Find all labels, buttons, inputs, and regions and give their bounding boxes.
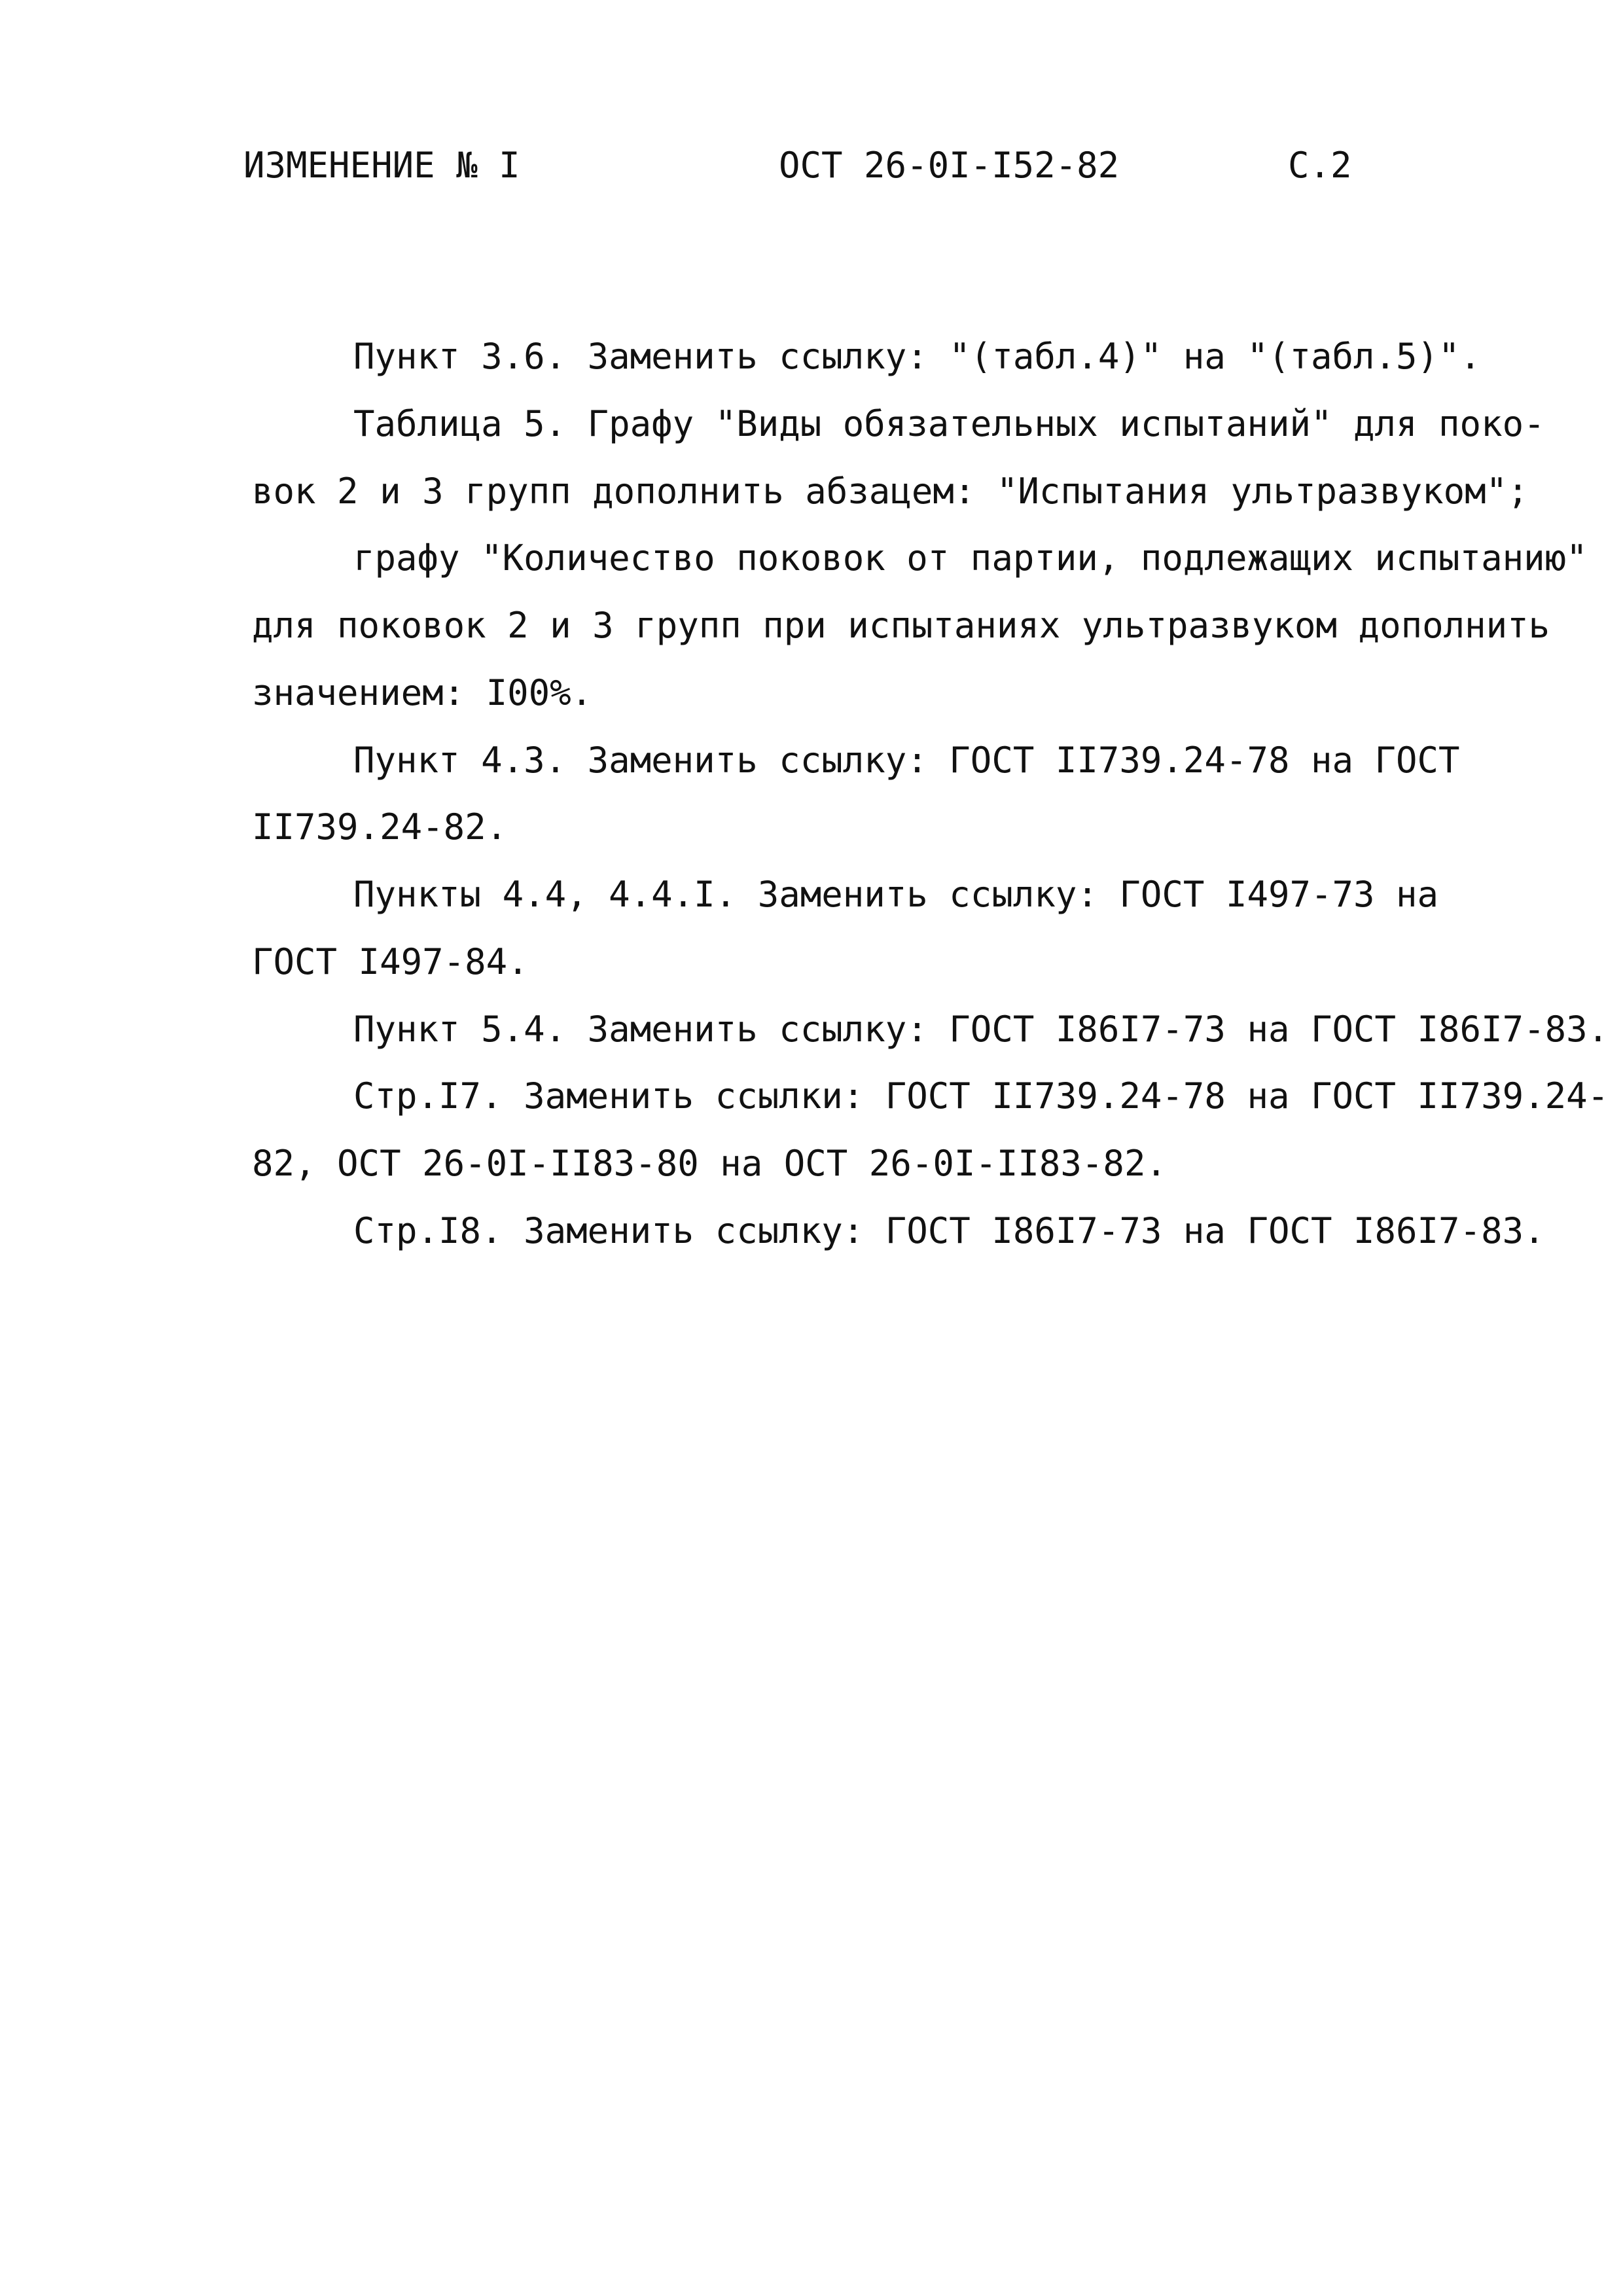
paragraph-punkt-4-3-line-1: Пункт 4.3. Заменить ссылку: ГОСТ II739.24-78 на ГОСТ <box>353 740 1460 781</box>
paragraph-grafu-line-1: графу "Количество поковок от партии, подлежащих испытанию" <box>353 537 1588 579</box>
paragraph-str-17-line-1: Стр.I7. Заменить ссылки: ГОСТ II739.24-78 на ГОСТ II739.24- <box>353 1075 1609 1117</box>
paragraph-table-5-line-1: Таблица 5. Графу "Виды обязательных испытаний" для поко- <box>353 403 1545 444</box>
paragraph-punkt-4-3-line-2: II739.24-82. <box>252 806 508 848</box>
standard-number: ОСТ 26-0I-I52-82 <box>779 145 1120 186</box>
page-number: С.2 <box>1288 145 1352 186</box>
change-number: ИЗМЕНЕНИЕ № I <box>243 145 520 186</box>
paragraph-grafu-line-3: значением: I00%. <box>252 672 593 713</box>
paragraph-table-5-line-2: вок 2 и 3 групп дополнить абзацем: "Испытания ультразвуком"; <box>252 471 1529 512</box>
paragraph-punkty-4-4-line-2: ГОСТ I497-84. <box>252 941 529 982</box>
paragraph-grafu-line-2: для поковок 2 и 3 групп при испытаниях ультразвуком дополнить <box>252 605 1550 646</box>
paragraph-punkt-3-6: Пункт 3.6. Заменить ссылку: "(табл.4)" на "(табл.5)". <box>353 336 1482 377</box>
paragraph-str-17-line-2: 82, ОСТ 26-0I-II83-80 на ОСТ 26-0I-II83-82. <box>252 1143 1167 1184</box>
paragraph-str-18: Стр.I8. Заменить ссылку: ГОСТ I86I7-73 на ГОСТ I86I7-83. <box>353 1210 1545 1251</box>
paragraph-punkt-5-4: Пункт 5.4. Заменить ссылку: ГОСТ I86I7-73 на ГОСТ I86I7-83. <box>353 1009 1609 1050</box>
paragraph-punkty-4-4-line-1: Пункты 4.4, 4.4.I. Заменить ссылку: ГОСТ I497-73 на <box>353 874 1439 915</box>
